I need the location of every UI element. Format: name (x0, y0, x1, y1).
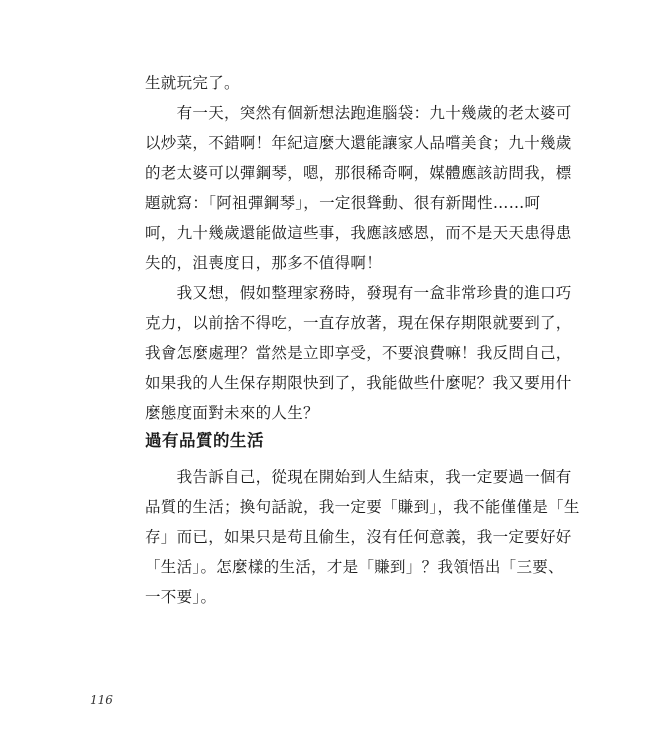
text-line: 克力，以前捨不得吃，一直存放著，現在保存期限就要到了， (145, 314, 572, 332)
text-line: 呵，九十幾歲還能做這些事，我應該感恩，而不是天天患得患 (145, 224, 572, 242)
text-line: 以炒菜，不錯啊！年紀這麼大還能讓家人品嚐美食；九十幾歲 (145, 134, 572, 152)
text-line: 題就寫：「阿祖彈鋼琴」，一定很聳動、很有新聞性……呵 (145, 194, 541, 212)
text-line: 品質的生活；換句話說，我一定要「賺到」，我不能僅僅是「生 (145, 498, 580, 516)
text-line: 一不要」。 (145, 588, 217, 606)
text-line: 有一天，突然有個新想法跑進腦袋：九十幾歲的老太婆可 (145, 104, 572, 122)
body-text-section-2 (145, 462, 580, 612)
text-line: 失的，沮喪度日，那多不值得啊！ (145, 254, 383, 272)
text-line: 麼態度面對未來的人生？ (145, 404, 319, 422)
page-number: 116 (90, 693, 113, 707)
text-line: 我會怎麼處理？當然是立即享受，不要浪費嘛！我反問自己， (145, 344, 572, 362)
text-line: 「生活」。怎麼樣的生活，才是「賺到」？我領悟出「三要、 (145, 558, 564, 576)
text-line: 如果我的人生保存期限快到了，我能做些什麼呢？我又要用什 (145, 374, 572, 392)
section-heading: 過有品質的生活 (145, 431, 264, 450)
text-line: 我又想，假如整理家務時，發現有一盒非常珍貴的進口巧 (145, 284, 572, 302)
text-line: 我告訴自己，從現在開始到人生結束，我一定要過一個有 (145, 468, 572, 486)
text-line: 存」而已，如果只是苟且偷生，沒有任何意義，我一定要好好 (145, 528, 572, 546)
text-line: 生就玩完了。 (145, 74, 240, 92)
body-text-section-1 (145, 68, 572, 428)
text-line: 的老太婆可以彈鋼琴，嗯，那很稀奇啊，媒體應該訪問我，標 (145, 164, 572, 182)
